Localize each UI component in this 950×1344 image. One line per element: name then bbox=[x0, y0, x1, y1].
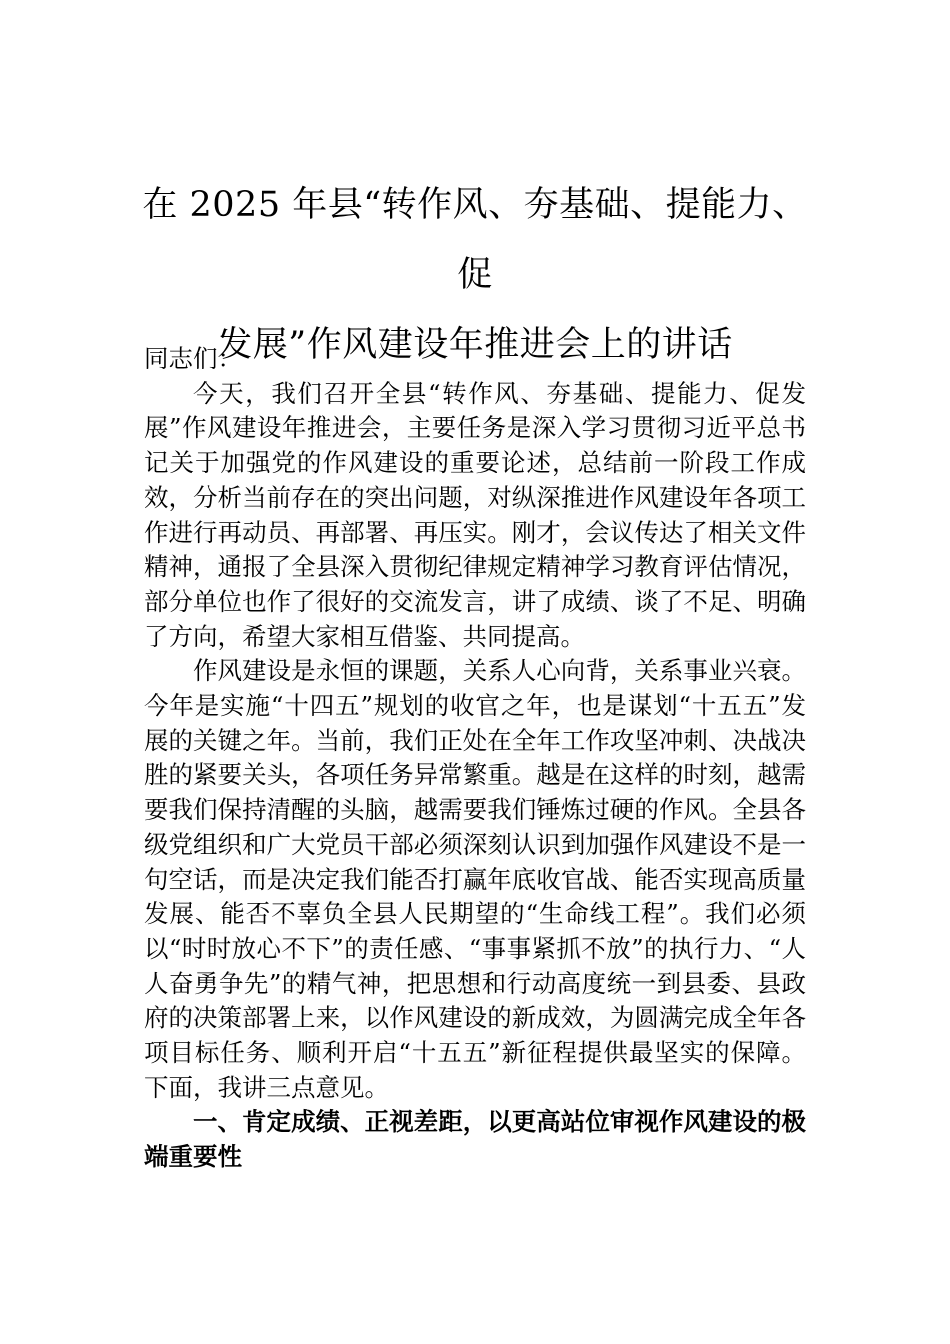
paragraph-1: 今天，我们召开全县“转作风、夯基础、提能力、促发展”作风建设年推进会，主要任务是深入学习贯彻习近平总书记关于加强党的作风建设的重要论述，总结前一阶段工作成效，分析当前存在的突出问题，对纵深推进作风建设年各项工作进行再动员、再部署、再压实。刚才，会议传达了相关文件精神，通报了全县深入贯彻纪律规定精神学习教育评估情况，部分单位也作了很好的交流发言，讲了成绩、谈了不足、明确了方向，希望大家相互借鉴、共同提高。 bbox=[144, 378, 806, 651]
title-line-2: 发展”作风建设年推进会上的讲话 bbox=[217, 325, 733, 365]
section-heading-1: 一、肯定成绩、正视差距，以更高站位审视作风建设的极端重要性 bbox=[144, 1107, 806, 1172]
document-body bbox=[144, 342, 806, 1175]
salutation: 同志们： bbox=[144, 344, 242, 373]
title-line-1: 在 2025 年县“转作风、夯基础、提能力、促 bbox=[142, 185, 808, 295]
paragraph-2: 作风建设是永恒的课题，关系人心向背，关系事业兴衰。今年是实施“十四五”规划的收官之年，也是谋划“十五五”发展的关键之年。当前，我们正处在全年工作攻坚冲刺、决战决胜的紧要关头，各项任务异常繁重。越是在这样的时刻，越需要我们保持清醒的头脑，越需要我们锤炼过硬的作风。全县各级党组织和广大党员干部必须深刻认识到加强作风建设不是一句空话，而是决定我们能否打赢年底收官战、能否实现高质量发展、能否不辜负全县人民期望的“生命线工程”。我们必须以“时时放心不下”的责任感、“事事紧抓不放”的执行力、“人人奋勇争先”的精气神，把思想和行动高度统一到县委、县政府的决策部署上来，以作风建设的新成效，为圆满完成全年各项目标任务、顺利开启“十五五”新征程提供最坚实的保障。下面，我讲三点意见。 bbox=[144, 656, 806, 1102]
